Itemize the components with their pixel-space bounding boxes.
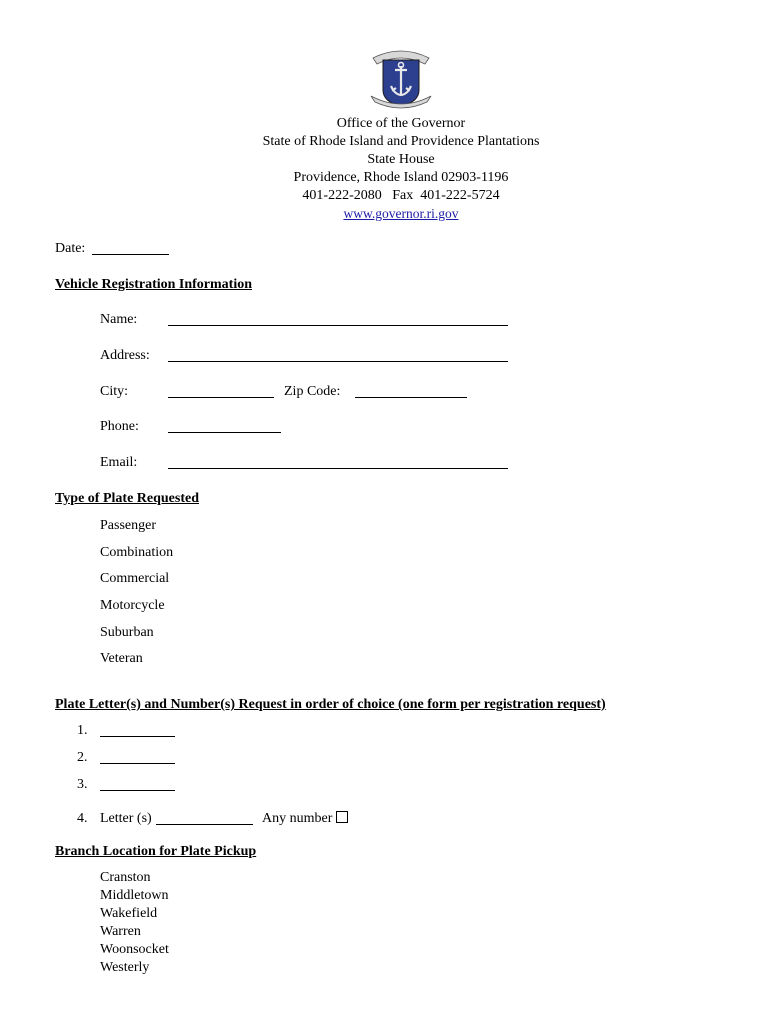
website-link[interactable]: www.governor.ri.gov <box>343 206 459 221</box>
plate-option-commercial[interactable]: Commercial <box>100 571 170 586</box>
plate-option-motorcycle[interactable]: Motorcycle <box>100 598 165 613</box>
choice-3-field[interactable] <box>100 790 175 791</box>
any-number-option[interactable] <box>262 810 348 828</box>
choice-1-number: 1. <box>77 723 88 738</box>
date-field[interactable] <box>92 254 169 255</box>
state-seal-logo <box>365 46 437 112</box>
branch-westerly[interactable]: Westerly <box>100 960 150 975</box>
email-field[interactable] <box>168 468 508 469</box>
plate-option-suburban[interactable]: Suburban <box>100 625 154 640</box>
vehicle-section-heading: Vehicle Registration Information <box>55 277 253 292</box>
city-address: Providence, Rhode Island 02903-1196 <box>293 170 509 185</box>
choice-2-field[interactable] <box>100 763 175 764</box>
address-field[interactable] <box>168 361 508 362</box>
any-number-checkbox[interactable] <box>336 811 348 823</box>
branch-warren[interactable]: Warren <box>100 924 141 939</box>
email-label: Email: <box>100 455 138 470</box>
address-label: Address: <box>100 348 150 363</box>
phone-fax: 401-222-2080 Fax 401-222-5724 <box>302 188 500 203</box>
date-label: Date: <box>55 241 86 256</box>
any-number-label: Any number <box>262 811 333 826</box>
letters-field[interactable] <box>156 824 253 825</box>
choice-2-number: 2. <box>77 750 88 765</box>
plate-option-combination[interactable]: Combination <box>100 545 174 560</box>
choice-4-number: 4. <box>77 811 88 826</box>
plate-option-passenger[interactable]: Passenger <box>100 518 156 533</box>
choice-1-field[interactable] <box>100 736 175 737</box>
plate-option-veteran[interactable]: Veteran <box>100 651 143 666</box>
name-field[interactable] <box>168 325 508 326</box>
letterhead <box>0 115 770 224</box>
zip-field[interactable] <box>355 397 467 398</box>
zip-label: Zip Code: <box>284 384 341 399</box>
branch-heading: Branch Location for Plate Pickup <box>55 844 257 859</box>
office-title: Office of the Governor <box>336 116 466 131</box>
city-field[interactable] <box>168 397 274 398</box>
letters-label: Letter (s) <box>100 811 152 826</box>
building-name: State House <box>367 152 435 167</box>
phone-field[interactable] <box>168 432 281 433</box>
branch-woonsocket[interactable]: Woonsocket <box>100 942 169 957</box>
plate-request-heading: Plate Letter(s) and Number(s) Request in order of choice (one form per registration request) <box>55 697 606 712</box>
branch-middletown[interactable]: Middletown <box>100 888 169 903</box>
state-name: State of Rhode Island and Providence Plantations <box>262 134 540 149</box>
choice-3-number: 3. <box>77 777 88 792</box>
city-label: City: <box>100 384 129 399</box>
branch-wakefield[interactable]: Wakefield <box>100 906 158 921</box>
branch-cranston[interactable]: Cranston <box>100 870 151 885</box>
phone-label: Phone: <box>100 419 139 434</box>
plate-type-heading: Type of Plate Requested <box>55 491 199 506</box>
name-label: Name: <box>100 312 138 327</box>
